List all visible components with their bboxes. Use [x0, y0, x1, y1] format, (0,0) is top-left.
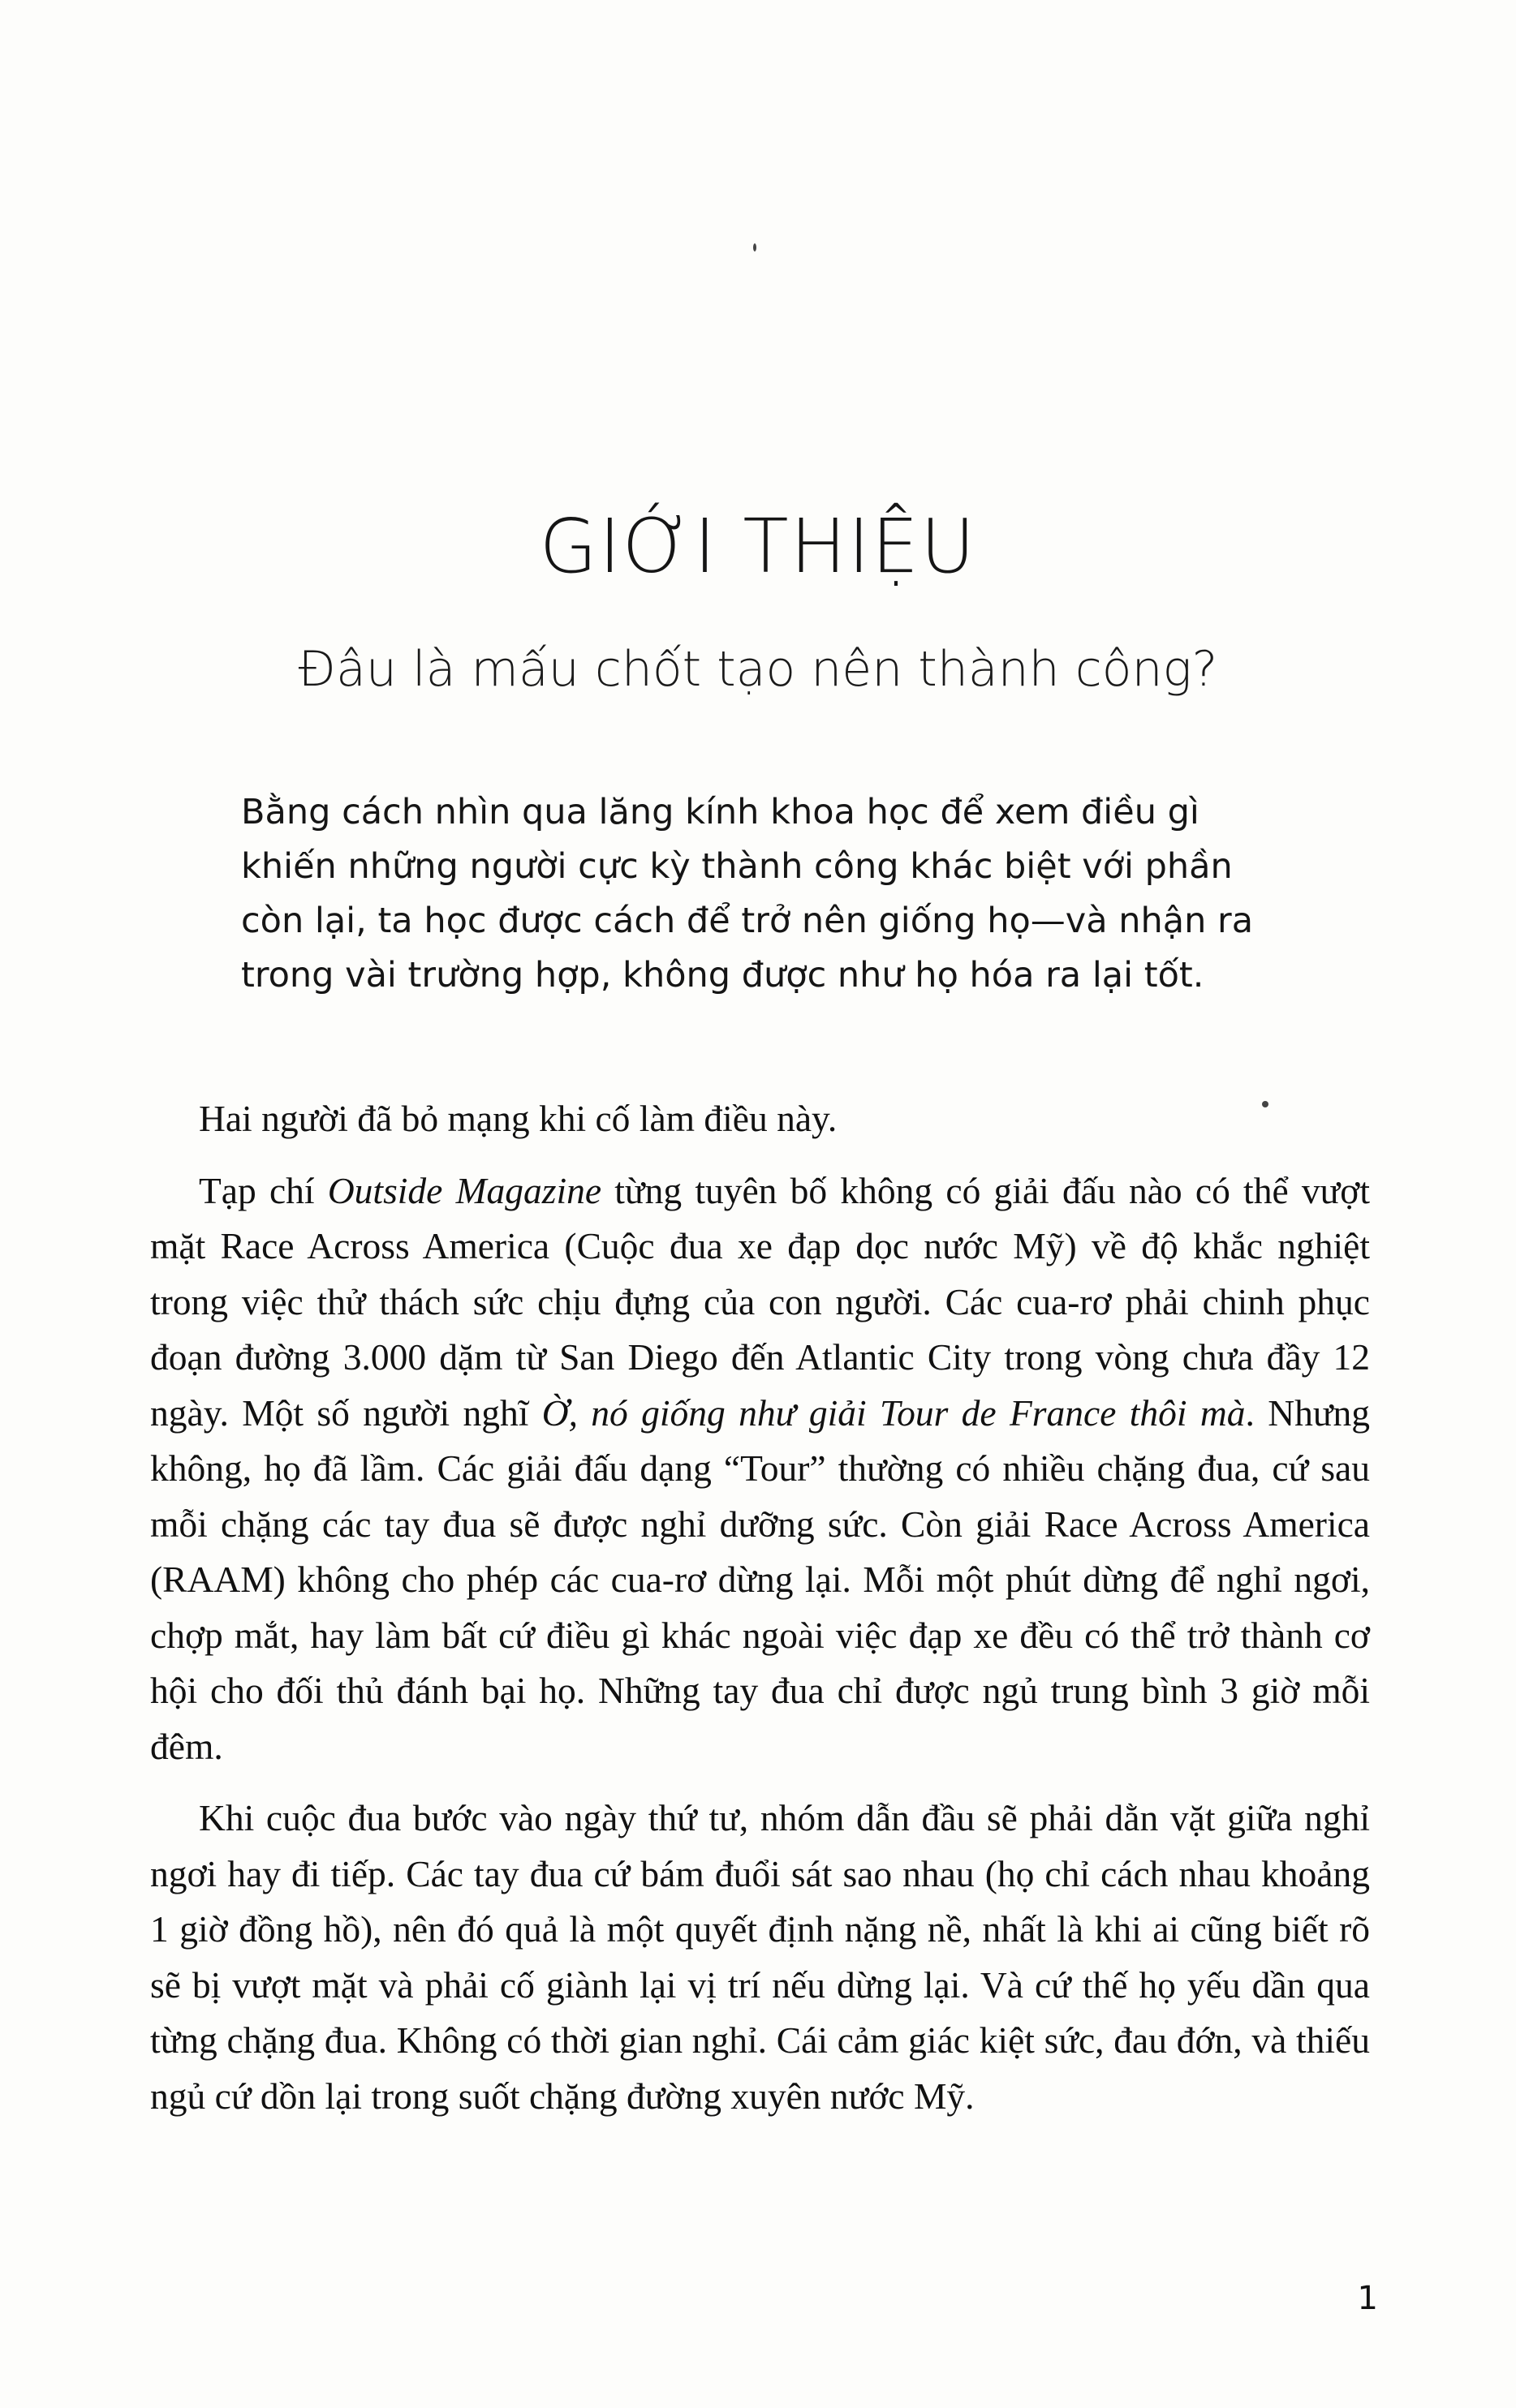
italic-quote: Ờ, nó giống như giải Tour de France thôi mà — [541, 1391, 1246, 1434]
paragraph-2-text: từng tuyên bố không có giải đấu nào có thể vượt mặt Race Across America (Cuộc đua xe đạp dọc nước Mỹ) về độ khắc nghiệt trong việc thử thách sức chịu đựng của con người. Các cua-rơ phải chinh phục đoạn đường 3.000 dặm từ San Diego đến Atlantic City trong vòng chưa đầy 12 ngày. Một số người nghĩ — [150, 1169, 1370, 1434]
paragraph-2-text: . Nhưng không, họ đã lầm. Các giải đấu dạng “Tour” thường có nhiều chặng đua, cứ sau mỗi chặng các tay đua sẽ được nghỉ dưỡng sức. Còn giải Race Across America (RAAM) không cho phép các cua-rơ dừng lại. Mỗi một phút dừng để nghỉ ngơi, chợp mắt, hay làm bất cứ điều gì khác ngoài việc đạp xe đều có thể trở thành cơ hội cho đối thủ đánh bại họ. Những tay đua chỉ được ngủ trung bình 3 giờ mỗi đêm. — [150, 1391, 1370, 1767]
chapter-title: GIỚI THIỆU — [539, 503, 977, 590]
page-number: 1 — [1357, 2280, 1378, 2317]
magazine-name: Outside Magazine — [327, 1169, 602, 1211]
chapter-subtitle: Đâu là mấu chốt tạo nên thành công? — [298, 641, 1218, 698]
chapter-epigraph: Bằng cách nhìn qua lăng kính khoa học để xem điều gì khiến những người cực kỳ thành công khác biệt với phần còn lại, ta học được cách để trở nên giống họ—và nhận ra trong vài trường hợp, không được như họ hóa ra lại tốt. — [241, 792, 1254, 995]
paragraph-3: Khi cuộc đua bước vào ngày thứ tư, nhóm dẫn đầu sẽ phải dằn vặt giữa nghỉ ngơi hay đi tiếp. Các tay đua cứ bám đuổi sát sao nhau (họ chỉ cách nhau khoảng 1 giờ đồng hồ), nên đó quả là một quyết định nặng nề, nhất là khi ai cũng biết rõ sẽ bị vượt mặt và phải cố giành lại vị trí nếu dừng lại. Và cứ thế họ yếu dần qua từng chặng đua. Không có thời gian nghỉ. Cái cảm giác kiệt sức, đau đớn, và thiếu ngủ cứ dồn lại trong suốt chặng đường xuyên nước Mỹ. — [150, 1797, 1370, 2117]
paragraph-1: Hai người đã bỏ mạng khi cố làm điều này. — [199, 1098, 838, 1139]
paragraph-2-text: Tạp chí — [199, 1169, 328, 1211]
paragraph-2 — [150, 1163, 1370, 1775]
print-speck — [753, 243, 756, 252]
body-text — [150, 1091, 1370, 2140]
